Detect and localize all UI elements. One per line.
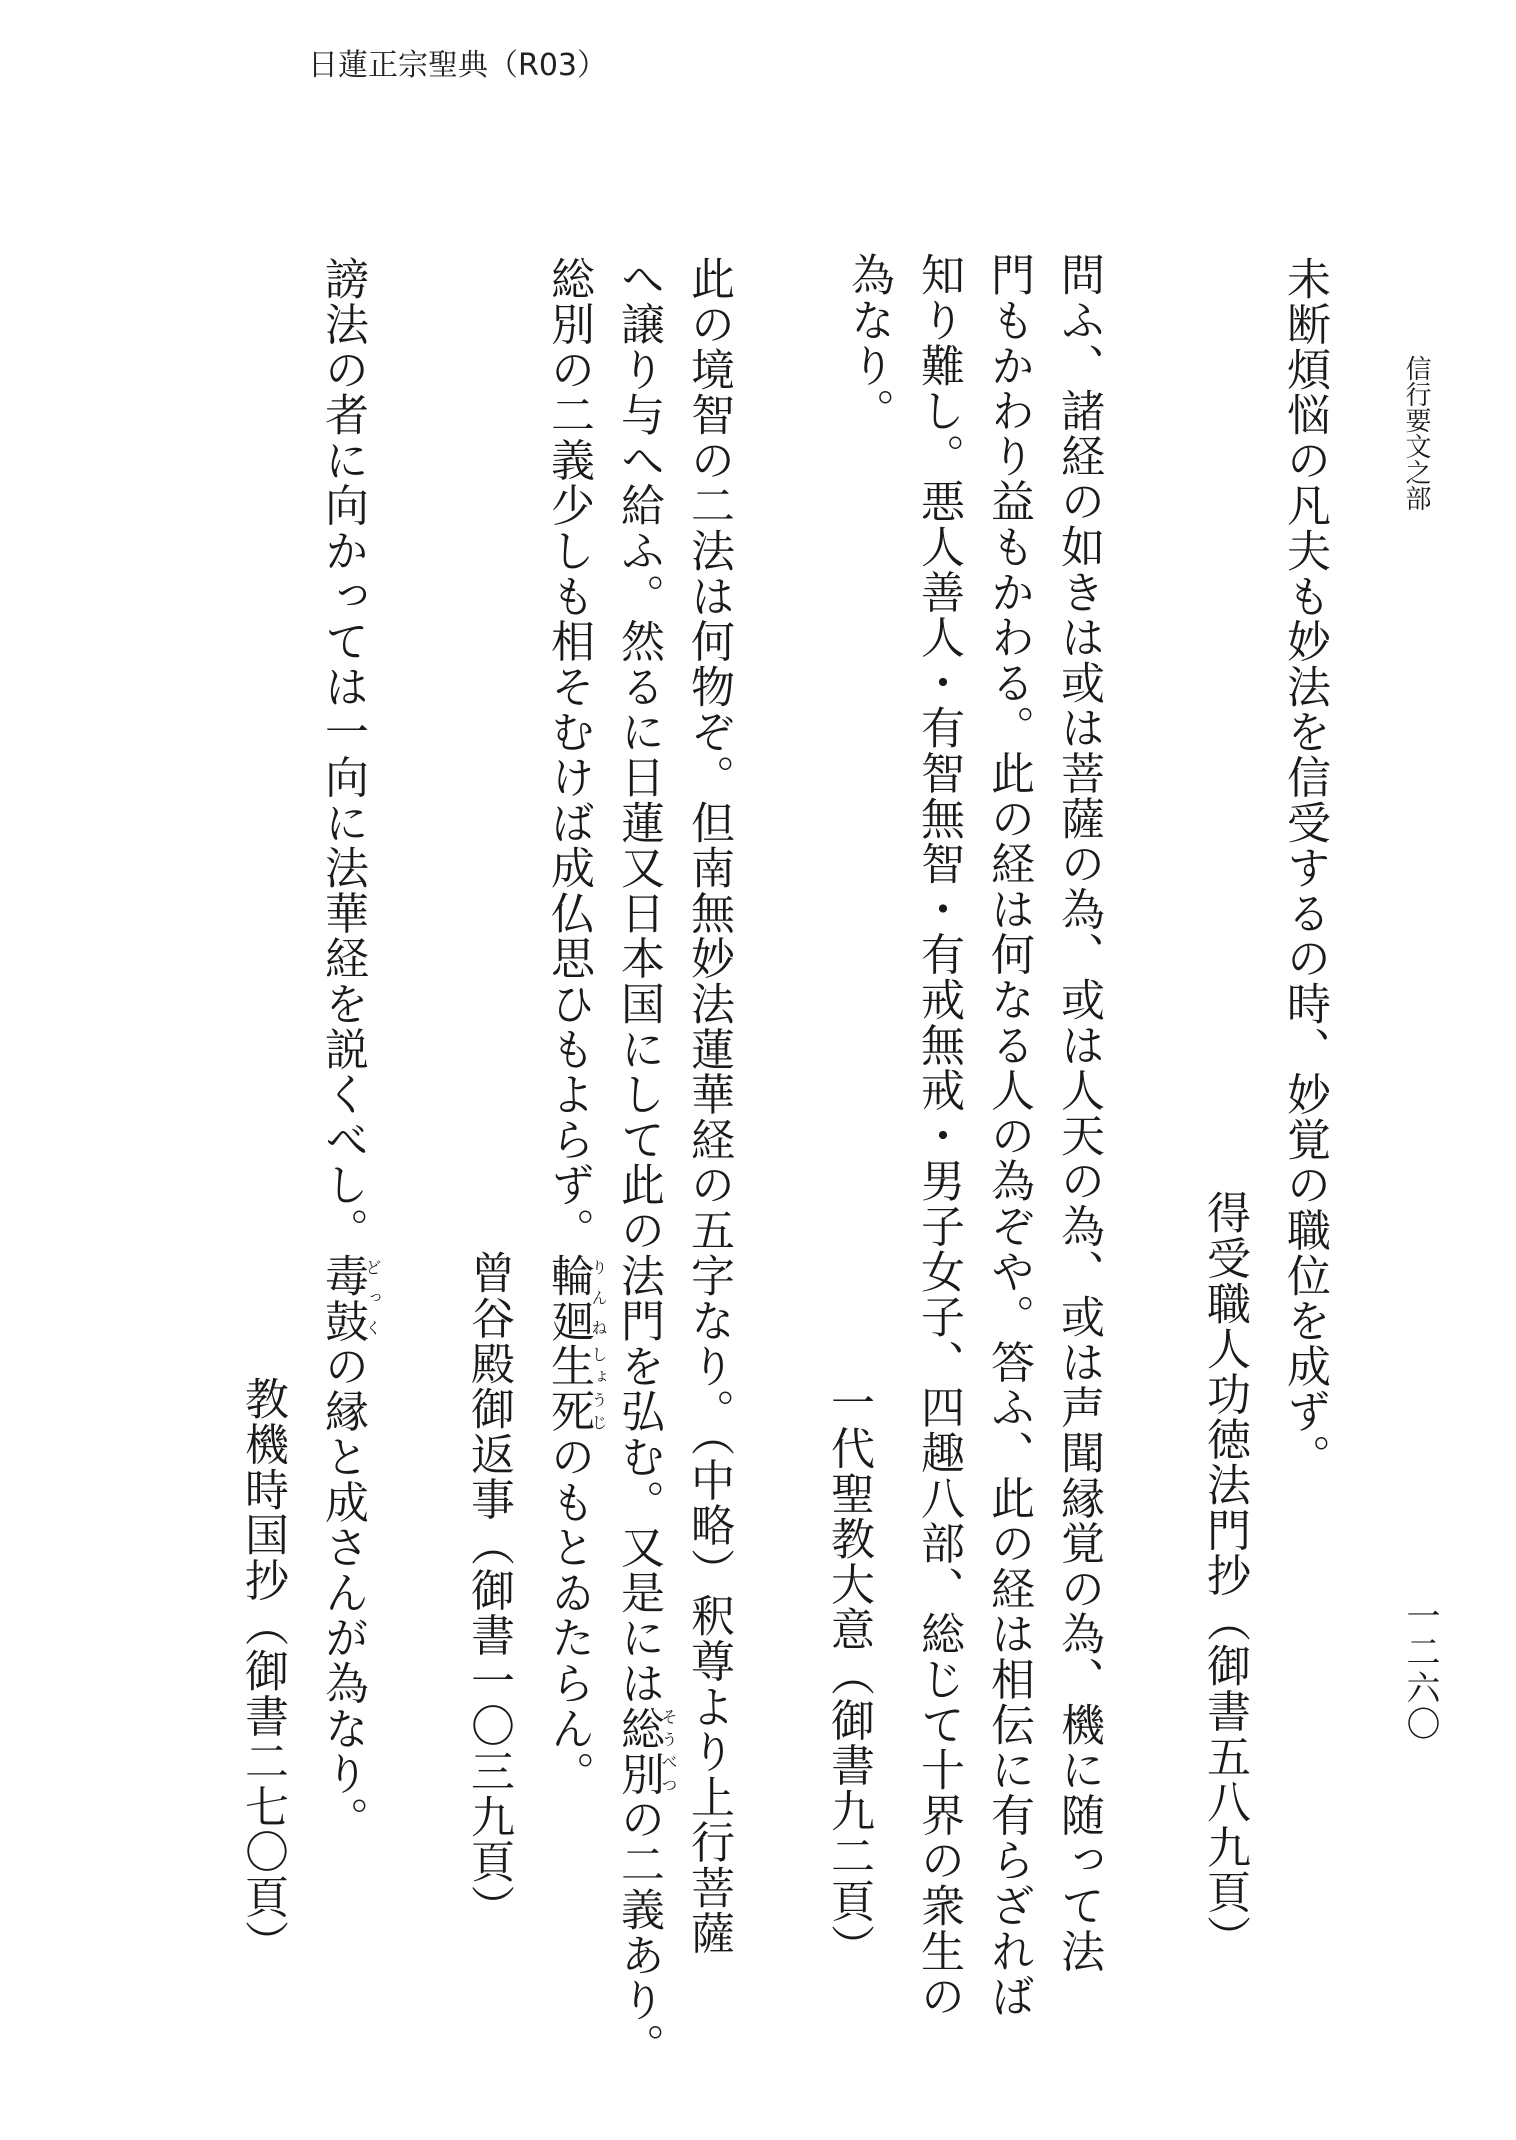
passage-2-source: 一代聖教大意（御書九二頁） <box>823 1380 874 1969</box>
passage-2-line-4: 為なり。 <box>843 252 894 434</box>
passage-3-line-2: へ譲り与へ給ふ。然るに日蓮又日本国にして此の法門を弘む。又是には総別そうべつの二義あり。 <box>613 256 678 2069</box>
passage-3-source: 曾谷殿御返事（御書一〇三九頁） <box>463 1250 514 1930</box>
passage-1-line-1: 未断煩悩の凡夫も妙法を信受するの時、妙覚の職位を成ず。 <box>1279 256 1330 1480</box>
section-label: 信行要文之部 <box>1401 355 1431 511</box>
ruby-rinne: りんね <box>589 1252 608 1344</box>
document-header-title: 日蓮正宗聖典（R03） <box>308 48 608 83</box>
ruby-soubetsu: そうべつ <box>659 1705 678 1797</box>
passage-3-line-3: 総別の二義少しも相そむけば成仏思ひもよらず。輪廻りんね生死しょうじのもとゐたらん。 <box>543 256 608 1797</box>
ruby-doku: どっく <box>363 1252 382 1344</box>
passage-4-source: 教機時国抄（御書二七〇頁） <box>237 1376 288 1965</box>
passage-4-line-1: 謗法の者に向かっては一向に法華経を説くべし。毒鼓どっくの縁と成さんが為なり。 <box>317 256 382 1842</box>
passage-2-line-3: 知り難し。悪人善人・有智無智・有戒無戒・男子女子、四趣八部、総じて十界の衆生の <box>913 252 964 2019</box>
ruby-shouji: しょうじ <box>589 1343 608 1434</box>
passage-2-line-1: 問ふ、諸経の如きは或は菩薩の為、或は人天の為、或は声聞縁覚の為、機に随って法 <box>1053 252 1104 1974</box>
passage-1-source: 得受職人功徳法門抄（御書五八九頁） <box>1199 1190 1250 1961</box>
passage-3-line-1: 此の境智の二法は何物ぞ。但南無妙法蓮華経の五字なり。（中略）釈尊より上行菩薩 <box>683 256 734 1956</box>
passage-2-line-2: 門もかわり益もかわる。此の経は何なる人の為ぞや。答ふ、此の経は相伝に有らざれば <box>983 252 1034 2019</box>
page-number: 一二六〇 <box>1400 1598 1440 1742</box>
